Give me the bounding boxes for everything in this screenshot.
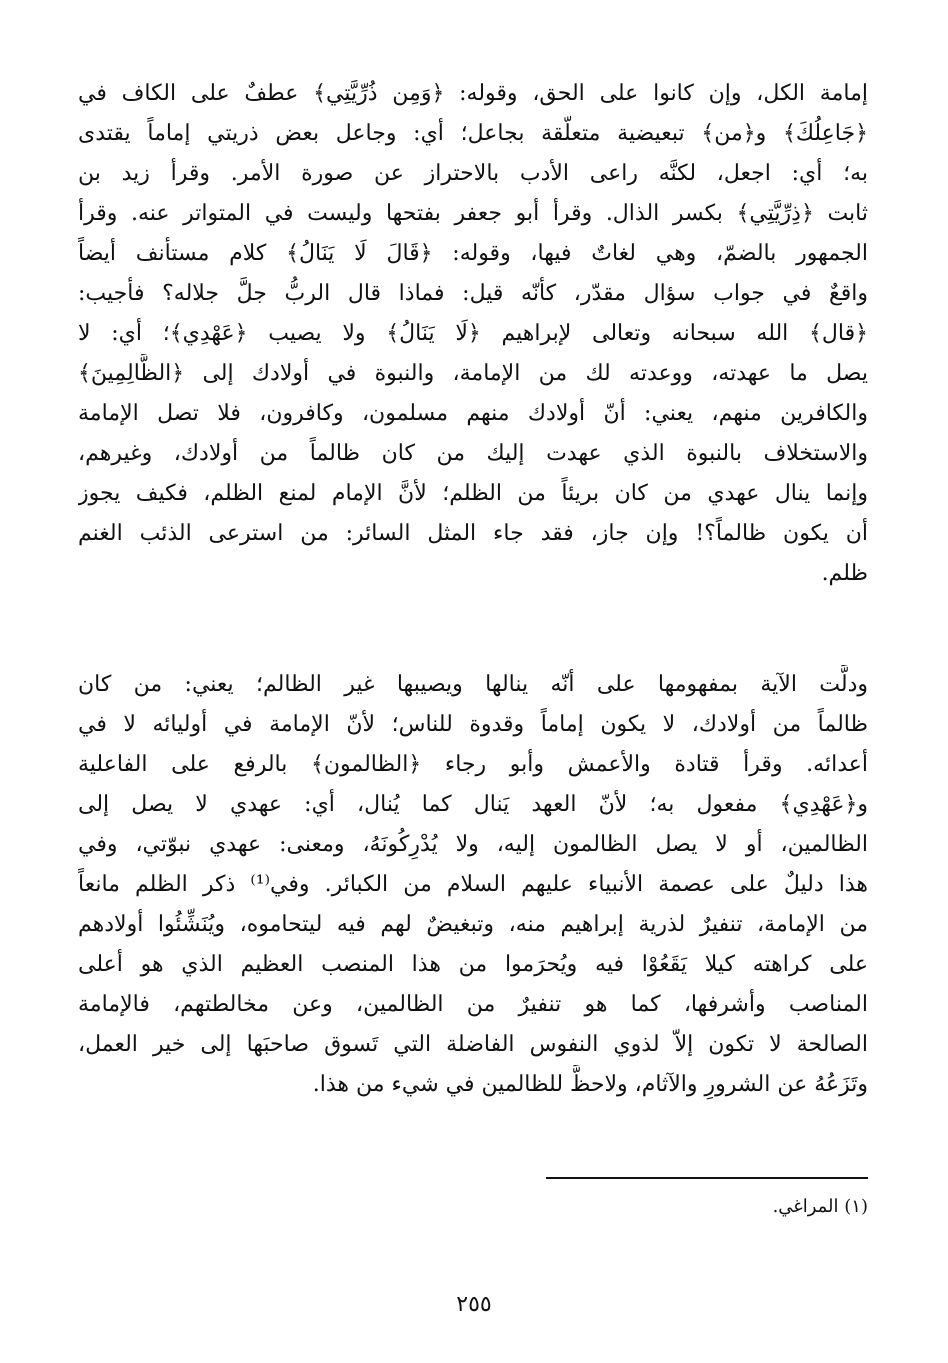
text-line: أعدائه. وقرأ قتادة والأعمش وأبو رجاء ﴿الظالمون﴾ بالرفع على الفاعلية: [78, 752, 868, 777]
page-number: ٢٥٥: [456, 1292, 492, 1317]
footnote: (١) المراغي.: [772, 1196, 868, 1217]
text-line: الظالمين، أو لا يصل الظالمون إليه، ولا يُدْرِكُونَهُ، ومعنى: عهدي نبوّتي، وفي: [78, 832, 868, 857]
text-line: ﴿قال﴾ الله سبحانه وتعالى لإبراهيم ﴿لَا يَنَالُ﴾ ولا يصيب ﴿عَهْدِي﴾؛ أي: لا: [78, 321, 868, 346]
text-line: وإنما ينال عهدي من كان بريئاً من الظلم؛ لأنَّ الإمام لمنع الظلم، فكيف يجوز: [78, 481, 868, 506]
text-line: والاستخلاف بالنبوة الذي عهدت إليك من كان ظالماً من أولادك، وغيرهم،: [78, 441, 868, 466]
text-line: به؛ أي: اجعل، لكنَّه راعى الأدب بالاحتراز عن صورة الأمر. وقرأ زيد بن: [78, 161, 868, 186]
footnote-divider: [546, 1177, 868, 1179]
text-line: من الإمامة، تنفيرٌ لذرية إبراهيم منه، وتبغيضٌ لهم فيه ليتحاموه، ويُنَشِّئُوا أولادهم: [78, 912, 868, 937]
text-line: الصالحة لا تكون إلاّ لذوي النفوس الفاضلة التي تَسوق صاحبَها إلى خير العمل،: [78, 1032, 868, 1057]
paragraph-2: [78, 665, 868, 1105]
text-line: إمامة الكل، وإن كانوا على الحق، وقوله: ﴿وَمِن ذُرِّيَّتِي﴾ عطفٌ على الكاف في: [78, 81, 868, 106]
text-line: والكافرين منهم، يعني: أنّ أولادك منهم مسلمون، وكافرون، فلا تصل الإمامة: [78, 401, 868, 426]
text-line: وتَزَعُهُ عن الشرورِ والآثام، ولاحظَّ للظالمين في شيء من هذا.: [312, 1072, 868, 1097]
text-line: المناصب وأشرفها، كما هو تنفيرٌ من الظالمين، وعن مخالطتهم، فالإمامة: [78, 992, 868, 1017]
text-line: ظلم.: [821, 561, 868, 586]
text-line: ودلَّت الآية بمفهومها على أنّه ينالها ويصيبها غير الظالم؛ يعني: من كان: [78, 672, 868, 697]
text-line: الجمهور بالضمّ، وهي لغاتٌ فيها، وقوله: ﴿قَالَ لَا يَنَالُ﴾ كلام مستأنف أيضاً: [78, 241, 868, 266]
paragraph-1: [78, 74, 868, 594]
text-line: واقعٌ في جواب سؤال مقدّر، كأنّه قيل: فماذا قال الربُّ جلَّ جلاله؟ فأجيب:: [78, 281, 868, 306]
text-line: هذا دليلٌ على عصمة الأنبياء عليهم السلام من الكبائر. وفي⁽¹⁾ ذكر الظلم مانعاً: [78, 872, 868, 897]
text-line: أن يكون ظالماً؟! وإن جاز، فقد جاء المثل السائر: من استرعى الذئب الغنم: [78, 521, 868, 546]
text-line: ﴿جَاعِلُكَ﴾ و﴿من﴾ تبعيضية متعلّقة بجاعل؛ أي: وجاعل بعض ذريتي إماماً يقتدى: [78, 121, 868, 146]
text-line: على كراهته كيلا يَقَعُوْا فيه ويُحرَموا من هذا المنصب العظيم الذي هو أعلى: [78, 952, 868, 977]
text-line: يصل ما عهدته، ووعدته لك من الإمامة، والنبوة في أولادك إلى ﴿الظَّالِمِينَ﴾: [78, 361, 868, 386]
text-line: ظالماً من أولادك، لا يكون إماماً وقدوة للناس؛ لأنّ الإمامة في أوليائه لا في: [78, 712, 868, 737]
text-line: و﴿عَهْدِي﴾ مفعول به؛ لأنّ العهد يَنال كما يُنال، أي: عهدي لا يصل إلى: [78, 792, 868, 817]
text-line: ثابت ﴿ذِرِّيَّتِي﴾ بكسر الذال. وقرأ أبو جعفر بفتحها وليست في المتواتر عنه. وقرأ: [78, 201, 868, 226]
